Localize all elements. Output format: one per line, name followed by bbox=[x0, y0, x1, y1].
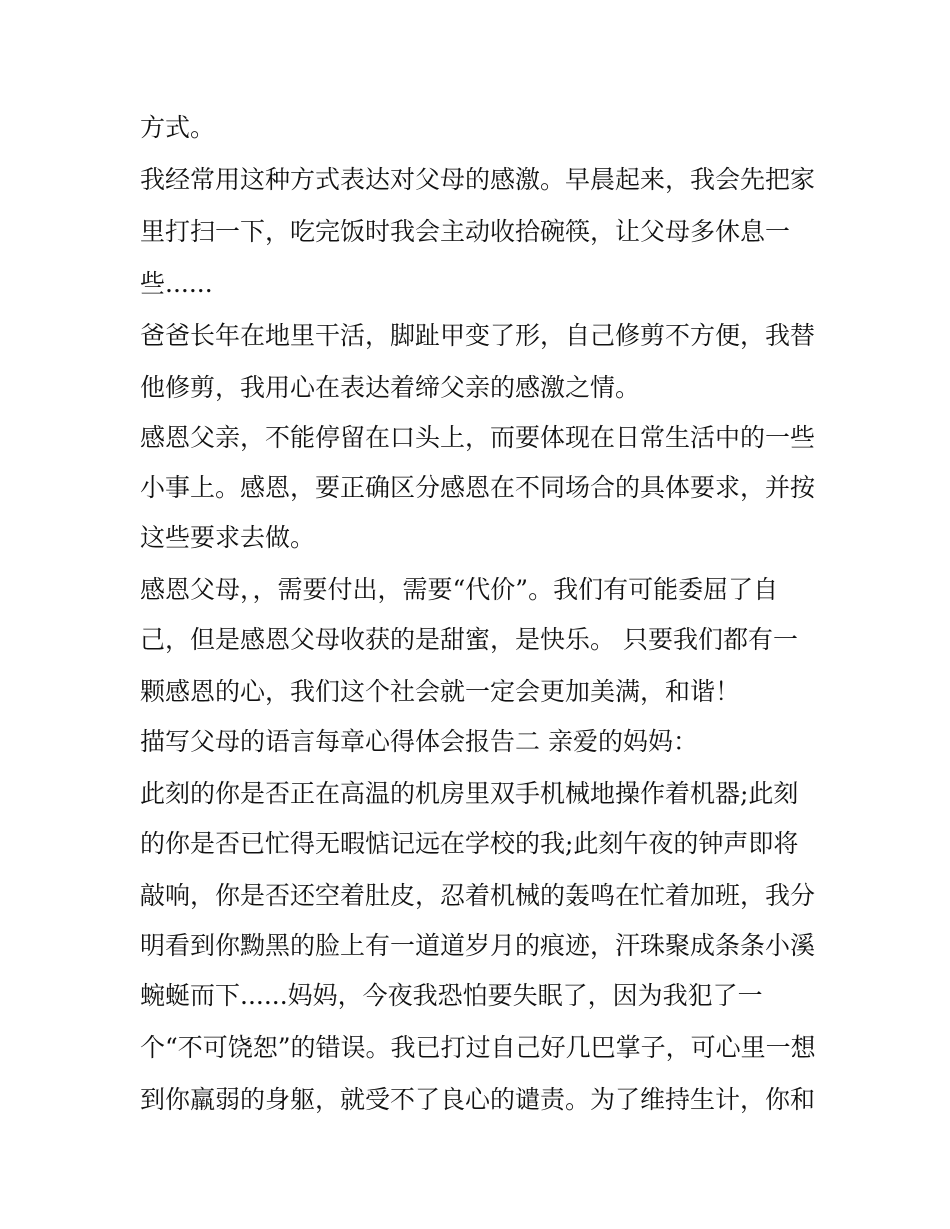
text-line: 些...... bbox=[140, 269, 213, 298]
text-line: 明看到你黝黑的脸上有一道道岁月的痕迹，汗珠聚成条条小溪 bbox=[140, 931, 816, 960]
text-line: 到你羸弱的身躯，就受不了良心的谴责。为了维持生计，你和 bbox=[140, 1085, 816, 1114]
text-line: 蜿蜒而下......妈妈，今夜我恐怕要失眠了，因为我犯了一 bbox=[140, 981, 763, 1010]
text-line: 这些要求去做。 bbox=[140, 523, 316, 552]
text-line: 的你是否已忙得无暇惦记远在学校的我;此刻午夜的钟声即将 bbox=[140, 829, 799, 858]
text-line: 颗感恩的心，我们这个社会就一定会更加美满，和谐！ bbox=[140, 677, 741, 706]
text-line: 个“不可饶恕”的错误。我已打过自己好几巴掌子，可心里一想 bbox=[140, 1033, 816, 1062]
text-line: 描写父母的语言每章心得体会报告二 亲爱的妈妈： bbox=[140, 727, 698, 756]
text-line: 我经常用这种方式表达对父母的感激。早晨起来，我会先把家 bbox=[140, 165, 816, 194]
text-line: 他修剪，我用心在表达着缔父亲的感激之情。 bbox=[140, 373, 641, 402]
text-line: 敲响，你是否还空着肚皮，忍着机械的轰鸣在忙着加班，我分 bbox=[140, 881, 816, 910]
text-line: 爸爸长年在地里干活，脚趾甲变了形，自己修剪不方便，我替 bbox=[140, 321, 816, 350]
text-line: 此刻的你是否正在高温的机房里双手机械地操作着机器;此刻 bbox=[140, 779, 799, 808]
text-line: 感恩父母，，需要付出，需要“代价”。我们有可能委屈了自 bbox=[140, 575, 779, 604]
text-line: 己，但是感恩父母收获的是甜蜜，是快乐。 只要我们都有一 bbox=[140, 625, 798, 654]
text-line: 小事上。感恩，要正确区分感恩在不同场合的具体要求，并按 bbox=[140, 473, 816, 502]
text-line: 里打扫一下，吃完饭时我会主动收拾碗筷，让父母多休息一 bbox=[140, 217, 791, 246]
text-line: 感恩父亲，不能停留在口头上，而要体现在日常生活中的一些 bbox=[140, 423, 816, 452]
text-line: 方式。 bbox=[140, 113, 216, 142]
